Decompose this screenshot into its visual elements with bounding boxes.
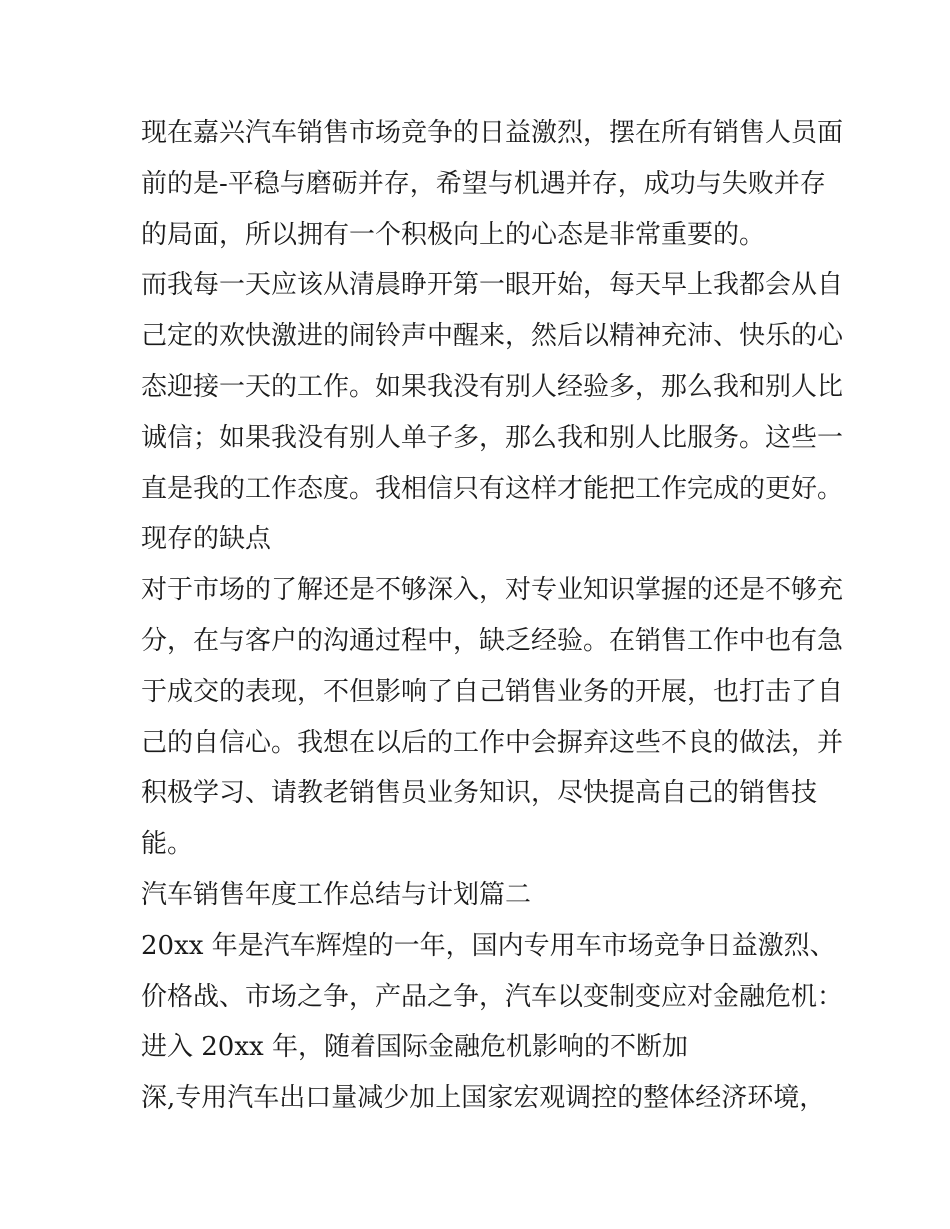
text-line: 己定的欢快激进的闹铃声中醒来，然后以精神充沛、快乐的心 bbox=[141, 321, 844, 352]
text-line: 深,专用汽车出口量减少加上国家宏观调控的整体经济环境， bbox=[141, 1083, 826, 1114]
text-line: 己的自信心。我想在以后的工作中会摒弃这些不良的做法，并 bbox=[141, 727, 844, 758]
text-line: 价格战、市场之争，产品之争，汽车以变制变应对金融危机： bbox=[141, 981, 844, 1012]
text-line: 对于市场的了解还是不够深入，对专业知识掌握的还是不够充 bbox=[141, 575, 844, 606]
text-line: 态迎接一天的工作。如果我没有别人经验多，那么我和别人比 bbox=[141, 371, 844, 402]
text-line: 而我每一天应该从清晨睁开第一眼开始，每天早上我都会从自 bbox=[141, 270, 844, 301]
text-line: 积极学习、请教老销售员业务知识，尽快提高自己的销售技 bbox=[141, 778, 818, 809]
section-heading: 现存的缺点 bbox=[141, 524, 272, 555]
text-line: 分，在与客户的沟通过程中，缺乏经验。在销售工作中也有急 bbox=[141, 625, 844, 656]
text-line: 的局面，所以拥有一个积极向上的心态是非常重要的。 bbox=[141, 219, 766, 250]
text-line: 进入 20xx 年，随着国际金融危机影响的不断加 bbox=[141, 1032, 688, 1063]
text-line: 诚信；如果我没有别人单子多，那么我和别人比服务。这些一 bbox=[141, 422, 844, 453]
text-line: 20xx 年是汽车辉煌的一年，国内专用车市场竞争日益激烈、 bbox=[141, 930, 836, 961]
document-body bbox=[141, 108, 844, 1124]
text-line: 前的是-平稳与磨砺并存，希望与机遇并存，成功与失败并存 bbox=[141, 168, 826, 199]
text-line: 能。 bbox=[141, 829, 194, 860]
text-line: 现在嘉兴汽车销售市场竞争的日益激烈，摆在所有销售人员面 bbox=[141, 118, 844, 148]
section-heading: 汽车销售年度工作总结与计划篇二 bbox=[141, 879, 532, 910]
text-line: 直是我的工作态度。我相信只有这样才能把工作完成的更好。 bbox=[141, 473, 844, 504]
text-line: 于成交的表现，不但影响了自己销售业务的开展，也打击了自 bbox=[141, 676, 844, 707]
